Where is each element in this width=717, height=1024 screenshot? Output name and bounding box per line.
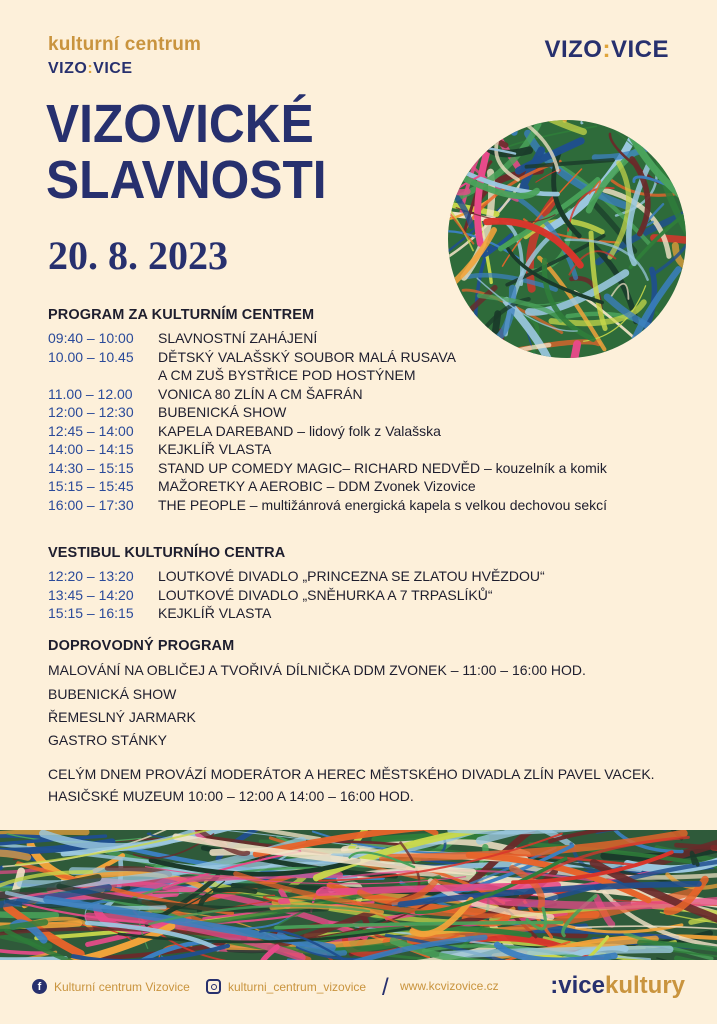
schedule-desc: DĚTSKÝ VALAŠSKÝ SOUBOR MALÁ RUSAVA <box>158 348 456 365</box>
doprovodny-item: MALOVÁNÍ NA OBLIČEJ A TVOŘIVÁ DÍLNIČKA DDM ZVONEK – 11:00 – 16:00 HOD. <box>48 662 586 678</box>
schedule-time: 14:30 – 15:15 <box>48 459 134 476</box>
web-link[interactable]: www.kcvizovice.cz <box>400 979 499 993</box>
schedule-desc: BUBENICKÁ SHOW <box>158 404 287 420</box>
small-logo: VIZO:VICE <box>48 60 133 77</box>
doprovodny-item: ŘEMESLNÝ JARMARK <box>48 709 196 725</box>
schedule-desc: LOUTKOVÉ DIVADLO „PRINCEZNA SE ZLATOU HVĚZDOU“ <box>158 568 545 584</box>
doprovodny-heading: DOPROVODNÝ PROGRAM <box>48 638 235 654</box>
schedule-desc: KEJKLÍŘ VLASTA <box>158 441 272 457</box>
schedule-row <box>48 348 607 367</box>
schedule-time: 15:15 – 16:15 <box>48 605 134 621</box>
schedule-row <box>48 329 607 348</box>
event-date: 20. 8. 2023 <box>48 233 228 278</box>
schedule-desc: SLAVNOSTNÍ ZAHÁJENÍ <box>158 330 318 346</box>
schedule-desc: THE PEOPLE – multižánrová energická kapela s velkou dechovou sekcí <box>158 496 608 513</box>
schedule-time: 12:00 – 12:30 <box>48 404 134 420</box>
schedule-row <box>48 496 607 515</box>
schedule-time: 10.00 – 10.45 <box>48 348 134 365</box>
schedule-time: 16:00 – 17:30 <box>48 496 134 513</box>
schedule-row <box>48 403 607 422</box>
header-left <box>48 34 201 78</box>
schedule-row <box>48 477 607 496</box>
note-museum: HASIČSKÉ MUZEUM 10:00 – 12:00 A 14:00 – 16:00 HOD. <box>48 788 414 804</box>
program-heading: PROGRAM ZA KULTURNÍM CENTREM <box>48 307 315 323</box>
instagram-icon <box>206 979 221 994</box>
vice-kultury-logo: :vicekultury <box>550 972 685 999</box>
schedule-time <box>48 366 158 385</box>
facebook-icon: f <box>32 979 47 994</box>
schedule-time: 12:20 – 13:20 <box>48 568 134 584</box>
schedule-row <box>48 459 607 478</box>
title-line-1: VIZOVICKÉ <box>46 94 314 154</box>
vizovice-logo: VIZO:VICE <box>544 36 669 63</box>
schedule-row <box>48 422 607 441</box>
schedule-desc: KEJKLÍŘ VLASTA <box>158 605 272 621</box>
footer <box>0 960 717 1024</box>
schedule-row <box>48 440 607 459</box>
schedule-desc: STAND UP COMEDY MAGIC– RICHARD NEDVĚD – kouzelník a komik <box>158 459 607 476</box>
note-moderator: CELÝM DNEM PROVÁZÍ MODERÁTOR A HEREC MĚSTSKÉHO DIVADLA ZLÍN PAVEL VACEK. <box>48 766 655 782</box>
schedule-time: 12:45 – 14:00 <box>48 422 134 439</box>
instagram-link[interactable]: kulturni_centrum_vizovice <box>206 979 366 994</box>
schedule-desc: VONICA 80 ZLÍN A CM ŠAFRÁN <box>158 385 363 402</box>
program-list <box>48 329 607 514</box>
page-title <box>46 96 351 208</box>
doprovodny-item: GASTRO STÁNKY <box>48 732 168 748</box>
facebook-link[interactable]: f Kulturní centrum Vizovice <box>32 979 190 994</box>
schedule-time: 11.00 – 12.00 <box>48 385 133 402</box>
vestibul-heading: VESTIBUL KULTURNÍHO CENTRA <box>48 545 286 561</box>
schedule-time: 13:45 – 14:20 <box>48 586 134 603</box>
schedule-time: 15:15 – 15:45 <box>48 478 134 494</box>
schedule-time: 14:00 – 14:15 <box>48 441 134 457</box>
schedule-row <box>48 567 545 586</box>
schedule-desc: MAŽORETKY A AEROBIC – DDM Zvonek Vizovice <box>158 478 476 494</box>
schedule-row <box>48 385 607 404</box>
painting-circle <box>448 120 686 358</box>
schedule-desc: KAPELA DAREBAND – lidový folk z Valašska <box>158 422 441 439</box>
schedule-row <box>48 366 607 385</box>
painting-strip <box>0 830 717 960</box>
schedule-time: 09:40 – 10:00 <box>48 330 134 346</box>
schedule-desc: LOUTKOVÉ DIVADLO „SNĚHURKA A 7 TRPASLÍKŮ“ <box>158 586 493 603</box>
schedule-row <box>48 586 545 605</box>
separator: / <box>382 974 389 1001</box>
schedule-desc: A CM ZUŠ BYSTŘICE POD HOSTÝNEM <box>158 367 416 383</box>
kc-label: kulturní centrum <box>48 34 202 55</box>
schedule-row <box>48 604 545 623</box>
vestibul-list <box>48 567 545 623</box>
doprovodny-item: BUBENICKÁ SHOW <box>48 686 177 702</box>
title-line-2: SLAVNOSTI <box>46 150 327 210</box>
